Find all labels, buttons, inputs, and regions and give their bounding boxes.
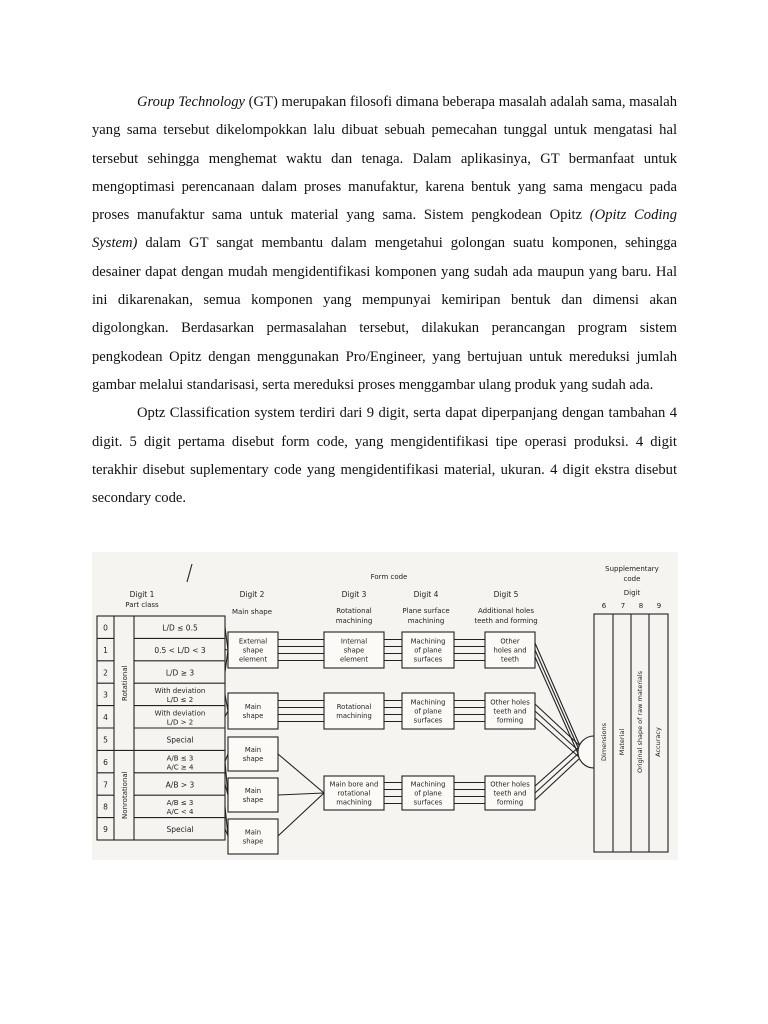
row-label: With deviation	[154, 709, 206, 718]
digit2-box-text: shape	[242, 646, 264, 655]
digit5-box-text: holes and	[493, 646, 527, 655]
row-label: Special	[166, 825, 194, 835]
digit4-sub-2: machining	[407, 617, 445, 625]
digit2-box-text: External	[238, 637, 268, 646]
digit4-box-text: surfaces	[413, 798, 443, 807]
row-label: L/D ≥ 3	[165, 668, 195, 678]
digit5-box-text: teeth and	[493, 707, 527, 716]
digit4-box-text: Machining	[410, 698, 446, 707]
row-label-2: A/C < 4	[166, 808, 194, 817]
supp-digit-number: 6	[601, 602, 607, 610]
form-code-label: Form code	[370, 573, 408, 581]
supp-digit-number: 8	[638, 602, 644, 610]
row-label-2: A/C ≥ 4	[166, 763, 194, 772]
digit3-box-text: machining	[336, 712, 372, 720]
converge-node	[578, 736, 594, 768]
part-class-label: Part class	[125, 601, 159, 609]
digit5-box-text: teeth and	[493, 789, 527, 798]
row-number: 2	[103, 668, 108, 678]
row-number: 7	[103, 780, 108, 790]
supp-label: Material	[618, 728, 626, 756]
connector-converge	[535, 758, 580, 800]
connector-converge	[535, 650, 580, 752]
row-number: 1	[103, 645, 108, 655]
main-shape-header: Main shape	[231, 608, 273, 616]
digit5-sub: Additional holes	[478, 607, 534, 615]
digit5-sub-2: teeth and forming	[474, 617, 538, 625]
digit3-box-text: Internal	[340, 637, 368, 646]
digit4-box-text: surfaces	[413, 716, 443, 725]
supplementary-code-label: Supplementary	[605, 565, 659, 573]
connector-converge	[535, 746, 580, 786]
digit5-box-text: Other holes	[490, 698, 530, 707]
row-label-2: L/D ≤ 2	[166, 696, 194, 705]
row-number: 4	[103, 713, 108, 723]
digit4-box-text: of plane	[414, 707, 442, 716]
digit4-header: Digit 4	[413, 590, 439, 599]
row-number: 5	[103, 735, 108, 745]
digit4-sub: Plane surface	[402, 607, 450, 615]
digit1-header: Digit 1	[129, 590, 155, 599]
connector-converge	[535, 657, 580, 758]
digit2-box-text: shape	[242, 837, 264, 846]
supp-digit-label: Digit	[623, 589, 641, 597]
row-label: With deviation	[154, 687, 206, 696]
digit4-box-text: of plane	[414, 789, 442, 798]
supplementary-code-label-2: code	[623, 575, 641, 583]
digit3-sub: Rotational	[336, 607, 372, 615]
digit2-box-text: shape	[242, 796, 264, 804]
row-label: 0.5 < L/D < 3	[154, 645, 206, 655]
digit3-box-text: element	[339, 655, 369, 664]
row-label: L/D ≤ 0.5	[162, 623, 198, 633]
supp-digit-number: 7	[620, 602, 626, 610]
digit2-box	[228, 693, 278, 729]
digit3-box-text: shape	[343, 646, 365, 655]
digit2-box-text: Main	[244, 828, 262, 837]
digit2-header: Digit 2	[239, 590, 265, 599]
pen-mark	[187, 564, 192, 582]
digit2-box-text: shape	[242, 712, 264, 720]
paragraph-2: Optz Classification system terdiri dari 9 digit, serta dapat diperpanjang dengan tambahan 4 digit. 5 digit pertama disebut form code, yang mengidentifikasi tipe operasi produksi. 4 digit terakhir disebut suplementary code yang mengidentifikasi material, ukuran. 4 digit ekstra disebut secondary code.	[92, 405, 677, 507]
digit2-box-text: element	[238, 655, 268, 664]
row-label: A/B ≤ 3	[166, 799, 194, 808]
digit4-box-text: Machining	[410, 637, 446, 646]
digit3-box-text: rotational	[337, 789, 371, 798]
digit5-box-text: teeth	[500, 655, 520, 664]
connector-converge	[535, 752, 580, 793]
digit2-box	[228, 819, 278, 854]
row-label-2: L/D > 2	[166, 718, 194, 727]
row-number: 6	[103, 757, 108, 767]
connector-d2-d3	[278, 754, 324, 793]
paragraph-1: Group Technology (GT) merupakan filosofi dimana beberapa masalah adalah sama, masalah yang sama tersebut dikelompokkan lalu dibuat sebuah pemecahan tunggal untuk mengatasi hal tersebut sehingga menghemat waktu dan tenaga. Dalam aplikasinya, GT bermanfaat untuk mengoptimasi perencanaan dalam proses manufaktur, karena bentuk yang sama mengacu pada proses manufaktur sama untuk material yang sama. Sistem pengkodean Opitz (Opitz Coding System) dalam GT sangat membantu dalam mengetahui golongan suatu komponen, sehingga desainer dapat dengan mudah mengidentifikasi komponen yang sudah ada maupun yang baru. Hal ini dikarenakan, semua komponen yang mempunyai kemiripan bentuk dan dimensi akan digolongkan. Berdasarkan permasalahan tersebut, dilakukan perancangan program sistem pengkodean Opitz dengan menggunakan Pro/Engineer, yang bertujuan untuk mereduksi jumlah gambar melalui standarisasi, serta mereduksi proses menggambar ulang produk yang sudah ada.	[92, 94, 678, 393]
connector-converge	[535, 704, 580, 746]
row-label: A/B > 3	[165, 780, 195, 790]
digit2-box	[228, 778, 278, 812]
digit3-box-text: Rotational	[336, 703, 372, 711]
digit4-box-text: surfaces	[413, 655, 443, 664]
digit5-box-text: forming	[496, 798, 524, 807]
digit3-header: Digit 3	[341, 590, 367, 599]
supp-label: Original shape of raw materials	[636, 670, 644, 774]
row-label: Special	[166, 735, 194, 745]
digit2-box-text: shape	[242, 755, 264, 763]
digit2-box-text: Main	[244, 787, 262, 795]
digit5-box-text: forming	[496, 716, 524, 725]
row-number: 9	[103, 825, 108, 835]
digit3-sub-2: machining	[335, 617, 373, 625]
connector-d2-d3	[278, 793, 324, 795]
supp-digit-number: 9	[656, 602, 662, 610]
digit2-box-text: Main	[244, 703, 262, 711]
digit5-header: Digit 5	[493, 590, 519, 599]
connector-d2-d3	[278, 793, 324, 836]
row-number: 0	[103, 623, 108, 633]
opitz-coding-diagram	[92, 552, 678, 860]
term-group-technology: Group Technology	[137, 94, 245, 110]
nonrotational-label: Nonrotational	[121, 771, 129, 820]
connector-converge	[535, 643, 580, 746]
digit3-box	[324, 693, 384, 729]
digit5-box-text: Other holes	[490, 780, 530, 789]
term-opitz-coding-system: (Opitz Coding System)	[92, 207, 678, 252]
digit4-box-text: Machining	[410, 780, 446, 789]
rotational-label: Rotational	[121, 665, 129, 701]
body-text	[92, 88, 677, 512]
digit2-box	[228, 737, 278, 771]
digit2-box-text: Main	[244, 746, 262, 754]
digit3-box-text: machining	[336, 798, 372, 807]
digit5-box-text: Other	[500, 637, 520, 646]
opitz-diagram-svg	[92, 552, 678, 860]
digit4-box-text: of plane	[414, 646, 442, 655]
row-number: 3	[103, 690, 108, 700]
row-label: A/B ≤ 3	[166, 754, 194, 763]
digit3-box-text: Main bore and	[329, 780, 379, 789]
row-number: 8	[103, 802, 108, 812]
supp-label: Accuracy	[654, 727, 662, 757]
supp-label: Dimensions	[600, 723, 608, 761]
